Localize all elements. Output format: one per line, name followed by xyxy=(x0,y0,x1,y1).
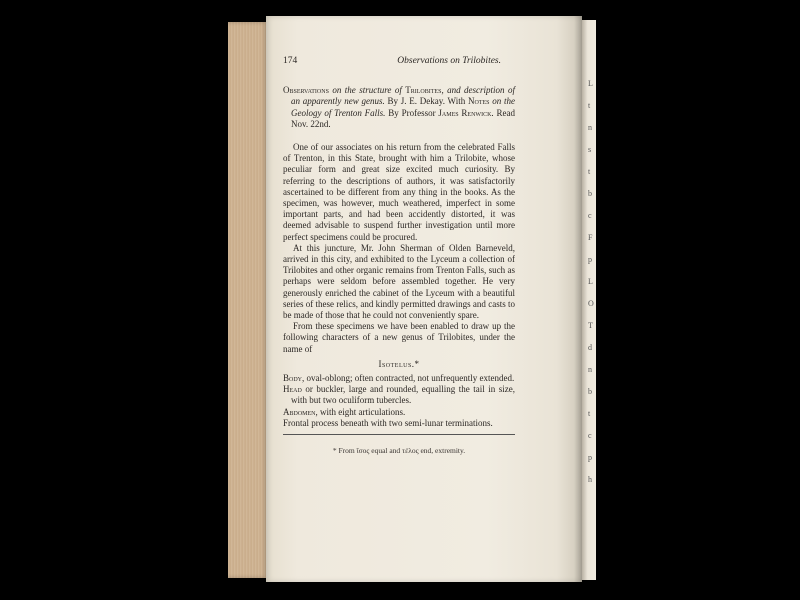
definition-text: with eight articulations. xyxy=(317,406,406,417)
article-body xyxy=(283,142,515,355)
title-part: , and description of an apparently new genus. xyxy=(291,85,515,107)
title-observations: Observations xyxy=(283,85,329,96)
running-title: Observations on Trilobites. xyxy=(397,56,501,66)
title-notes: Notes xyxy=(467,96,490,107)
title-part: on the Geology of Trenton Falls. xyxy=(291,96,516,118)
open-book xyxy=(228,16,594,582)
facing-page-letter: d xyxy=(588,343,592,352)
page-header xyxy=(283,56,515,67)
facing-page-letter: O xyxy=(588,299,594,308)
definition-item xyxy=(283,418,515,429)
paragraph: At this juncture, Mr. John Sherman of Olden Barneveld, arrived in this city, and exhibited to the Lyceum a collection of Trilobites and other organic remains from Trenton Falls, such as perhaps were seldom before assembled together. He very generously enriched the cabinet of the Lyceum with a beautiful series of these relics, and kindly permitted drawings and casts to be made of those that he could not conveniently spare. xyxy=(283,242,515,321)
facing-page-letter: t xyxy=(588,167,591,176)
page-content xyxy=(283,56,515,456)
definition-term: Head xyxy=(283,384,302,395)
facing-page-letter: F xyxy=(588,233,593,242)
definition-item xyxy=(283,407,515,418)
facing-page-letter: b xyxy=(588,387,592,396)
facing-page-letter: t xyxy=(588,409,591,418)
title-part: By Professor xyxy=(385,107,439,118)
definition-item xyxy=(283,384,515,406)
title-renwick: James Renwick. xyxy=(438,107,494,118)
facing-page-letter: p xyxy=(588,453,592,462)
paragraph: One of our associates on his return from the celebrated Falls of Trenton, in this State, brought with him a Trilobite, whose peculiar form and great size excited much curiosity. By referring to the descriptions of authors, it was satisfactorily ascertained to be different from any thing in the books. As the specimen, was however, much weathered, imperfect in some important parts, and had been accidently distorted, it was deemed advisable to suspend further investigation until more perfect specimens could be procured. xyxy=(283,142,515,242)
footnote-rule xyxy=(283,434,515,435)
facing-page-edge xyxy=(582,20,596,580)
article-title xyxy=(283,85,515,130)
facing-page-letter: t xyxy=(588,101,591,110)
definition-term: Body, xyxy=(283,373,305,384)
facing-page-letter: c xyxy=(588,211,592,220)
title-author: By J. E. Dekay. With xyxy=(384,96,468,107)
paragraph: From these specimens we have been enabled to draw up the following characters of a new genus of Trilobites, under the name of xyxy=(283,321,515,354)
definition-term: Abdomen, xyxy=(283,406,318,417)
title-read-date: Read Nov. 22nd. xyxy=(291,107,516,129)
facing-page-letter: T xyxy=(588,321,593,330)
facing-page-letter: s xyxy=(588,145,592,154)
facing-page-letter: L xyxy=(588,277,593,286)
definition-item xyxy=(283,373,515,384)
definition-text: oval-oblong; often contracted, not unfrequently extended. xyxy=(304,373,515,384)
definition-text: Frontal process beneath with two semi-lunar terminations. xyxy=(283,417,493,428)
facing-page-letter: L xyxy=(588,79,593,88)
facing-page-letter: h xyxy=(588,475,592,484)
facing-page-letter: p xyxy=(588,255,592,264)
facing-page-letter: c xyxy=(588,431,592,440)
page-edges xyxy=(228,22,268,578)
title-part: on the structure of xyxy=(328,85,406,96)
facing-page-letter: n xyxy=(588,365,592,374)
facing-page-letter: n xyxy=(588,123,592,132)
definition-text: or buckler, large and rounded, equalling the tail in size, with but two oculiform tubercles. xyxy=(291,384,515,406)
title-trilobites: Trilobites xyxy=(405,85,442,96)
footnote: * From ἴσος equal and τέλος end, extremity. xyxy=(332,446,466,456)
page-number: 174 xyxy=(283,56,298,66)
genus-characters xyxy=(283,373,515,429)
facing-page-letter: b xyxy=(588,189,592,198)
genus-heading: Isotelus.* xyxy=(378,358,420,369)
